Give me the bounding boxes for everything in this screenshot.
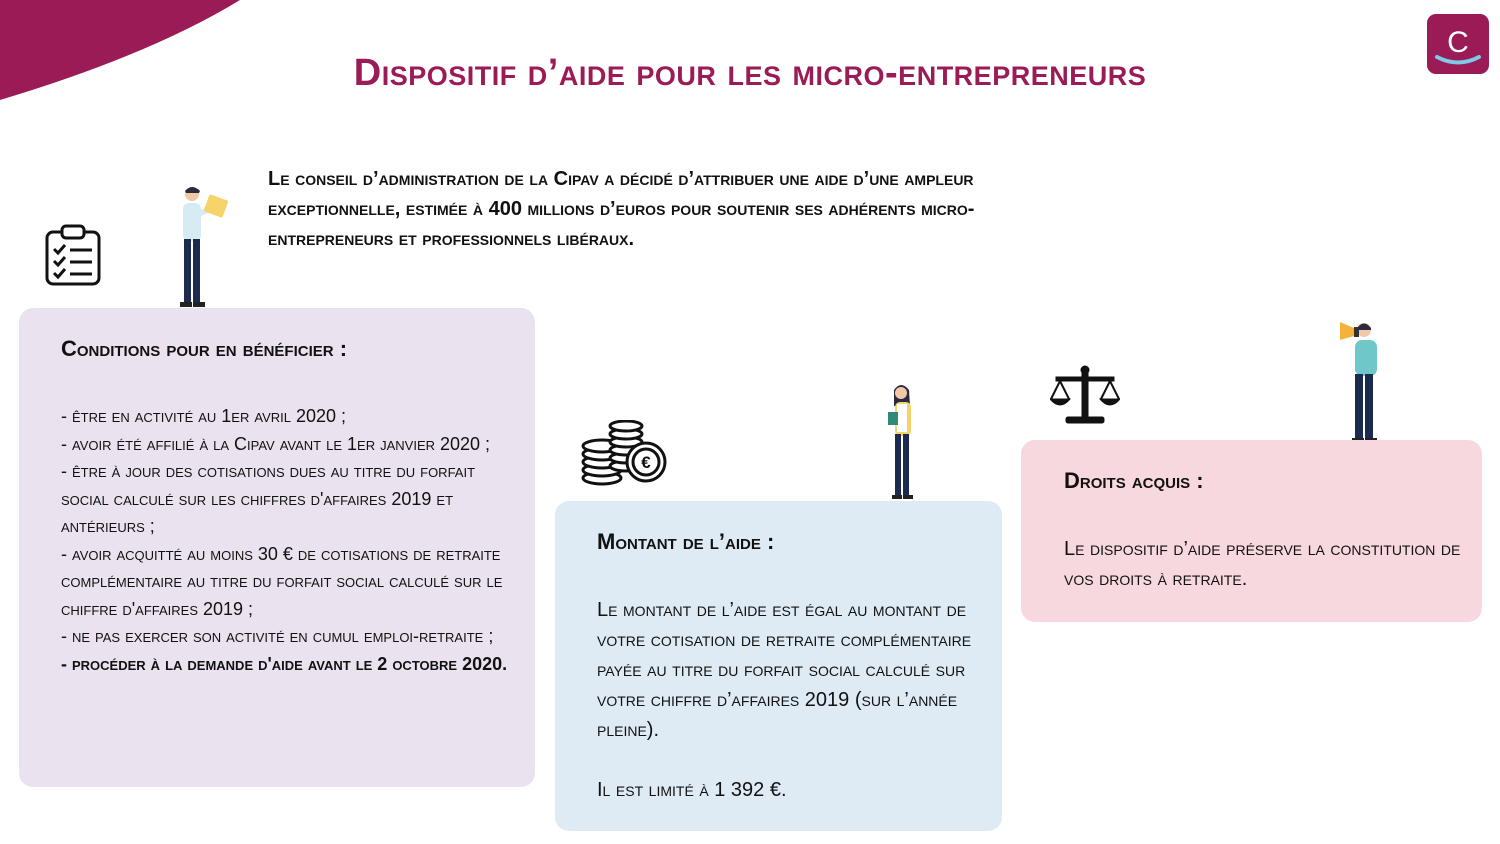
conditions-heading: Conditions pour en bénéficier : bbox=[61, 336, 348, 361]
intro-text: Le conseil d’administration de la Cipav a décidé d’attribuer une aide d’une ampleur exceptionnelle, estimée à 400 millions d’euros pour soutenir ses adhérents micro-entrepreneurs et professionnels libéraux. bbox=[268, 168, 975, 250]
montant-text: Le montant de l’aide est égal au montant de votre cotisation de retraite complémentaire payée au titre du forfait social calculé sur votre chiffre d’affaires 2019 (sur l’année pleine). bbox=[597, 599, 972, 741]
man-with-megaphone-illustration bbox=[1338, 318, 1388, 446]
euro-coins-icon bbox=[580, 420, 668, 486]
conditions-list bbox=[61, 403, 521, 678]
droits-text: Le dispositif d’aide préserve la constitution de vos droits à retraite. bbox=[1064, 538, 1461, 590]
clipboard-checklist-icon bbox=[44, 223, 102, 287]
condition-item: - avoir acquitté au moins 30 € de cotisations de retraite complémentaire au titre du forfait social calculé sur le chiffre d'affaires 2019 ; bbox=[61, 543, 503, 619]
svg-text:€: € bbox=[641, 453, 651, 472]
condition-item: - être à jour des cotisations dues au titre du forfait social calculé sur les chiffres d'affaires 2019 et antérieurs ; bbox=[61, 461, 476, 536]
balance-scale-icon bbox=[1050, 365, 1120, 427]
condition-item: - ne pas exercer son activité en cumul emploi-retraite ; bbox=[61, 626, 494, 646]
svg-text:C: C bbox=[1447, 26, 1469, 59]
montant-limit: Il est limité à 1 392 €. bbox=[597, 779, 787, 801]
condition-item: - avoir été affilié à la Cipav avant le 1er janvier 2020 ; bbox=[61, 433, 491, 454]
woman-with-tablet-illustration bbox=[885, 382, 925, 504]
droits-heading: Droits acquis : bbox=[1064, 468, 1204, 493]
montant-heading: Montant de l’aide : bbox=[597, 529, 775, 554]
droits-card bbox=[1021, 440, 1482, 622]
man-holding-paper-illustration bbox=[170, 185, 235, 310]
condition-item-deadline: - procéder à la demande d'aide avant le 2 octobre 2020. bbox=[61, 653, 508, 674]
montant-card bbox=[555, 501, 1002, 831]
condition-item: - être en activité au 1er avril 2020 ; bbox=[61, 406, 347, 426]
conditions-card bbox=[19, 308, 535, 787]
page-title: Dispositif d’aide pour les micro-entrepreneurs bbox=[353, 52, 1147, 94]
